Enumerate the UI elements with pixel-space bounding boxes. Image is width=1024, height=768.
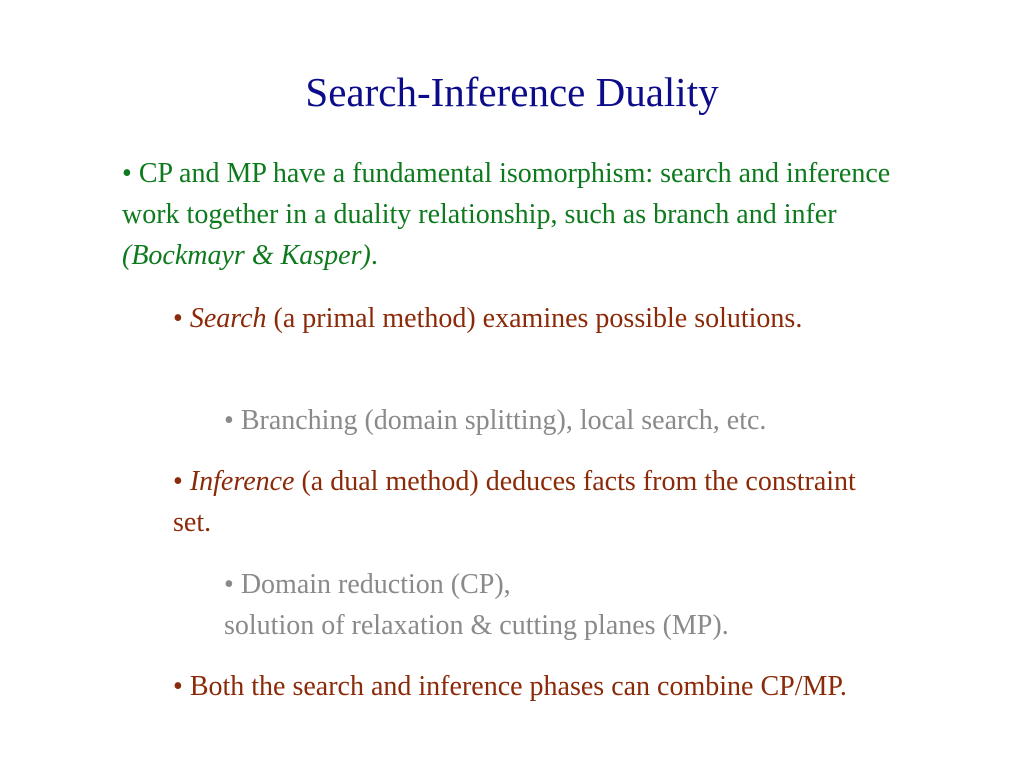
bullet-cp-mp-isomorphism bbox=[122, 153, 902, 276]
bullet-inference bbox=[173, 461, 893, 543]
bullet-text: (a dual method) deduces facts from the constraint set. bbox=[173, 466, 856, 538]
term-search: Search bbox=[189, 303, 267, 334]
bullet-search bbox=[173, 298, 893, 339]
bullet-text: CP and MP have a fundamental isomorphism: search and inference work together in a duality relationship, such as branch and infer bbox=[122, 158, 891, 230]
bullet-combine-phases bbox=[173, 666, 893, 707]
bullet-text: Both the search and inference phases can combine CP/MP. bbox=[189, 671, 847, 702]
bullet-text: (a primal method) examines possible solutions. bbox=[266, 303, 803, 334]
bullet-marker: • bbox=[173, 671, 183, 702]
bullet-text: Branching (domain splitting), local search, etc. bbox=[240, 405, 767, 436]
bullet-branching bbox=[224, 400, 924, 441]
bullet-end: . bbox=[370, 240, 378, 271]
bullet-marker: • bbox=[173, 303, 183, 334]
slide-title: Search-Inference Duality bbox=[305, 69, 719, 115]
citation: (Bockmayr & Kasper) bbox=[122, 240, 371, 271]
term-inference: Inference bbox=[189, 466, 295, 497]
bullet-marker: • bbox=[173, 466, 183, 497]
bullet-line-1: Domain reduction (CP), bbox=[240, 569, 511, 600]
bullet-domain-reduction bbox=[224, 564, 924, 646]
bullet-marker: • bbox=[122, 158, 132, 189]
bullet-marker: • bbox=[224, 405, 234, 436]
bullet-marker: • bbox=[224, 569, 234, 600]
bullet-line-2: solution of relaxation & cutting planes (MP). bbox=[224, 610, 729, 641]
